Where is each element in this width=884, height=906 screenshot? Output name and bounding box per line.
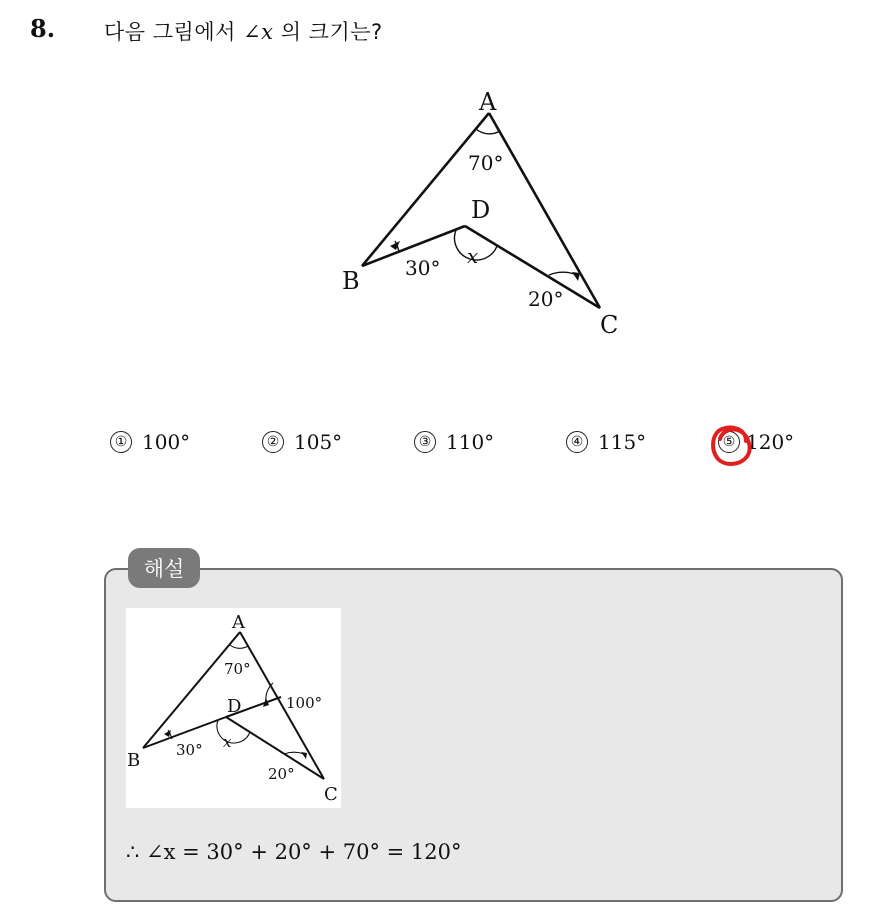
- sol-vertex-label-c: C: [324, 784, 338, 805]
- solution-formula: ∴ ∠x = 30° + 20° + 70° = 120°: [126, 840, 462, 864]
- question-number: 8.: [30, 14, 56, 43]
- sol-arc-ext: [266, 683, 273, 702]
- sol-arc-a: [230, 645, 248, 648]
- sol-arrowhead-c: [301, 752, 307, 759]
- vertex-label-a: A: [479, 88, 497, 116]
- choice-5-value: 120°: [746, 430, 795, 454]
- choice-3-marker: ③: [414, 431, 436, 453]
- choice-1-value: 100°: [142, 430, 191, 454]
- arrowhead-c: [572, 272, 580, 281]
- choice-5-marker: ⑤: [718, 431, 740, 453]
- angle-label-b: 30°: [405, 256, 441, 280]
- angle-label-a: 70°: [468, 151, 504, 175]
- sol-angle-label-c: 20°: [268, 765, 295, 783]
- question-text-prefix: 다음 그림에서: [104, 20, 244, 44]
- sol-arc-c: [284, 752, 304, 754]
- segment-ac: [489, 113, 600, 308]
- question-text-suffix: 의 크기는?: [273, 20, 383, 44]
- choice-1[interactable]: [110, 430, 190, 454]
- answer-circle-stroke: [713, 428, 750, 464]
- choice-4-value: 115°: [598, 430, 647, 454]
- angle-label-c: 20°: [528, 287, 564, 311]
- choice-3[interactable]: [414, 430, 494, 454]
- sol-angle-label-b: 30°: [176, 741, 203, 759]
- choice-2-value: 105°: [294, 430, 343, 454]
- sol-vertex-label-b: B: [127, 750, 141, 771]
- vertex-label-b: B: [342, 267, 360, 295]
- angle-arc-a: [476, 129, 500, 134]
- solution-figure: [126, 608, 341, 808]
- angle-x-symbol: ∠x: [243, 20, 274, 44]
- vertex-label-c: C: [600, 311, 619, 339]
- sol-vertex-label-d: D: [227, 696, 242, 717]
- sol-arrowhead-b: [164, 730, 171, 737]
- sol-angle-label-d: x: [223, 733, 232, 751]
- solution-figure-panel: [126, 608, 341, 808]
- sol-vertex-label-a: A: [232, 612, 245, 633]
- solution-tab: 해설: [128, 548, 200, 588]
- sol-angle-label-ext: 100°: [286, 694, 323, 712]
- choice-4[interactable]: [566, 430, 646, 454]
- sol-angle-label-a: 70°: [224, 660, 251, 678]
- choice-3-value: 110°: [446, 430, 495, 454]
- choice-4-marker: ④: [566, 431, 588, 453]
- choice-2[interactable]: [262, 430, 342, 454]
- main-figure: [0, 0, 884, 400]
- choice-1-marker: ①: [110, 431, 132, 453]
- choice-2-marker: ②: [262, 431, 284, 453]
- angle-label-d: x: [467, 244, 479, 268]
- sol-arc-d: [217, 720, 250, 743]
- vertex-label-d: D: [471, 196, 491, 224]
- answer-circle-mark: [706, 421, 754, 471]
